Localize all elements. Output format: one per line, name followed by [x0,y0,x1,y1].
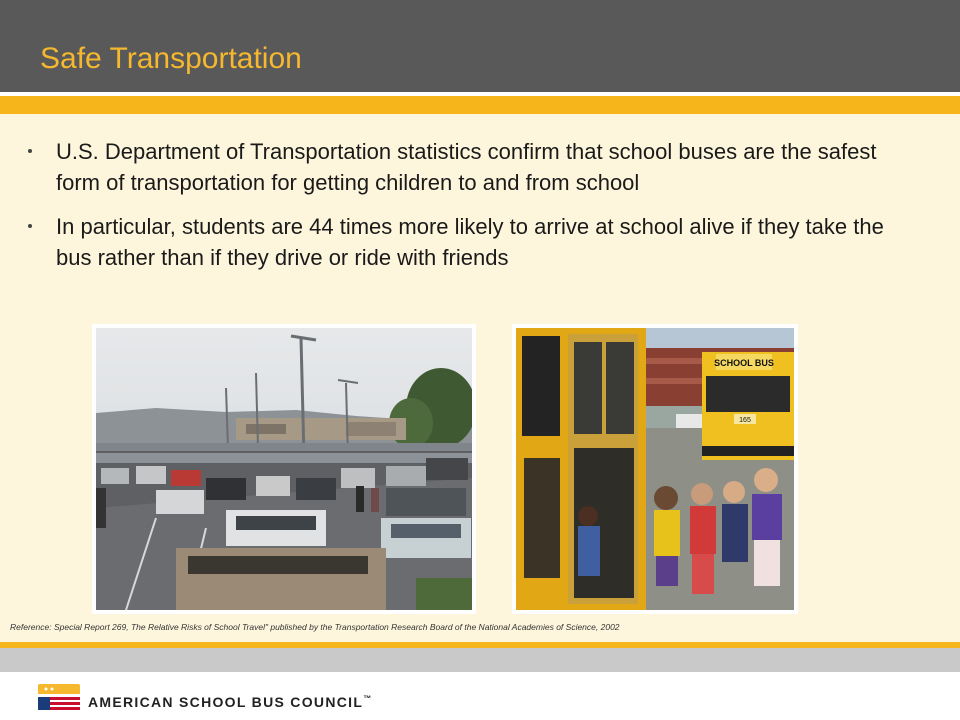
bullet-text: In particular, students are 44 times more likely to arrive at school alive if they take the bus rather than if they drive or ride with friends [56,214,884,270]
slide-title: Safe Transportation [40,42,302,75]
council-logo-text [88,694,373,710]
footer-grey-band [0,648,960,672]
bullet-item [28,211,908,273]
bullet-dot-icon [28,224,32,228]
bullet-list [28,136,908,286]
bus-sign-text: SCHOOL BUS [714,358,774,368]
trademark-mark: ™ [363,694,373,703]
bullet-item [28,136,908,198]
bullet-text: U.S. Department of Transportation statistics confirm that school buses are the safest form of transportation for getting children to and from school [56,139,877,195]
school-bus-children-photo [512,324,798,614]
council-name: AMERICAN SCHOOL BUS COUNCIL [88,694,364,710]
gold-band [0,96,960,114]
reference-note: Reference: Special Report 269, The Relative Risks of School Travel" published by the Transportation Research Board of the National Academies of Science, 2002 [10,622,620,632]
school-bus-council-logo-icon [38,684,82,710]
bullet-dot-icon [28,149,32,153]
bus-number-text: 165 [739,417,751,424]
parking-lot-photo [92,324,476,614]
